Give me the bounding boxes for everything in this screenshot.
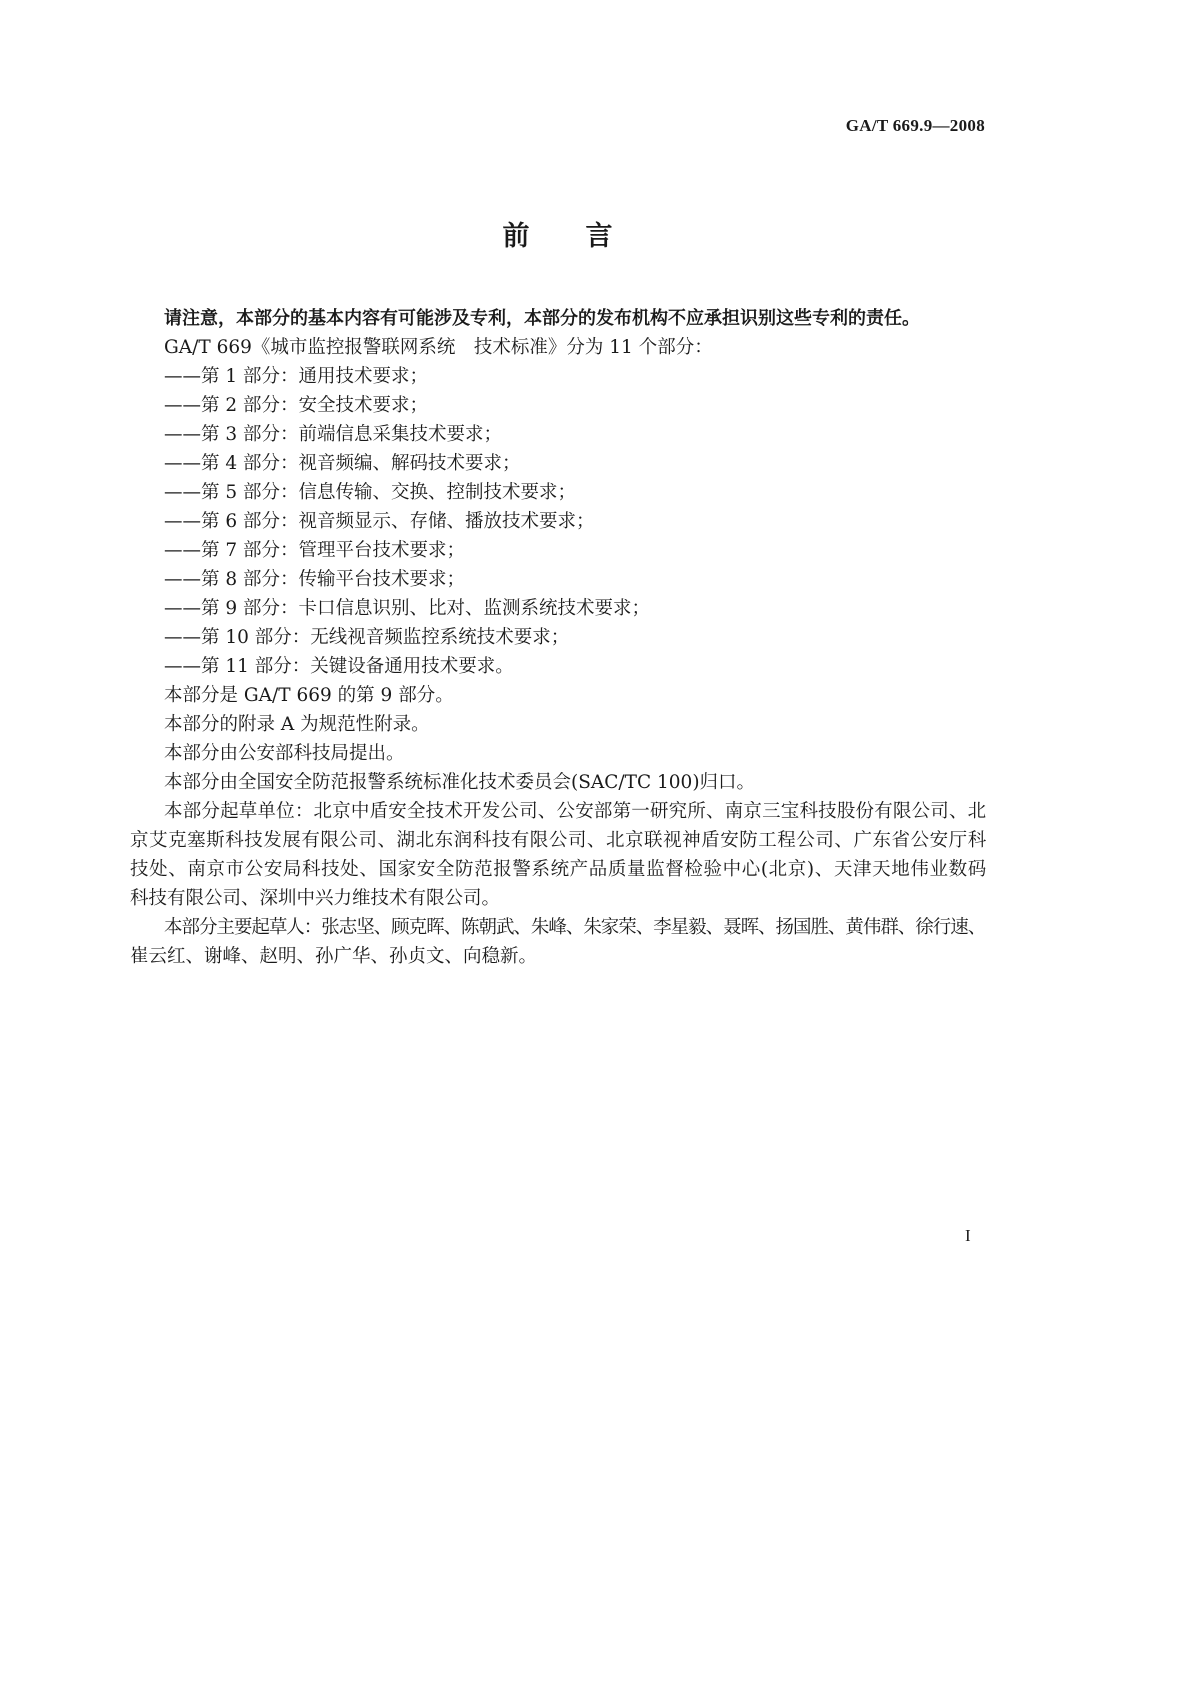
- drafters-paragraph: [130, 913, 985, 971]
- part-item: ——第 2 部分：安全技术要求；: [164, 395, 429, 416]
- standard-number: GA/T 669.9—2008: [845, 116, 985, 135]
- part-item: ——第 9 部分：卡口信息识别、比对、监测系统技术要求；: [164, 598, 651, 619]
- text-line: 崔云红、谢峰、赵明、孙广华、孙贞文、向稳新。: [130, 946, 538, 967]
- text-line: 技处、南京市公安局科技处、国家安全防范报警系统产品质量监督检验中心(北京)、天津天地伟业数码: [130, 859, 985, 880]
- paragraph: 本部分是 GA/T 669 的第 9 部分。: [164, 685, 454, 706]
- title-text: 前言: [502, 221, 669, 252]
- part-item: ——第 6 部分：视音频显示、存储、播放技术要求；: [164, 511, 595, 532]
- parts-list: [130, 362, 985, 681]
- part-item: ——第 10 部分：无线视音频监控系统技术要求；: [164, 627, 570, 648]
- text-line: 京艾克塞斯科技发展有限公司、湖北东润科技有限公司、北京联视神盾安防工程公司、广东省公安厅科: [130, 830, 985, 851]
- page-number: I: [965, 1226, 971, 1245]
- paragraph: 本部分由全国安全防范报警系统标准化技术委员会(SAC/TC 100)归口。: [164, 772, 756, 793]
- text-line: 科技有限公司、深圳中兴力维技术有限公司。: [130, 888, 501, 909]
- intro-paragraph: GA/T 669《城市监控报警联网系统 技术标准》分为 11 个部分：: [164, 337, 713, 358]
- text-line: 本部分主要起草人：张志坚、顾克晖、陈朝武、朱峰、朱家荣、李星毅、聂晖、扬国胜、黄伟群、徐行速、: [164, 917, 985, 938]
- part-item: ——第 5 部分：信息传输、交换、控制技术要求；: [164, 482, 577, 503]
- page-title: [130, 214, 985, 253]
- part-item: ——第 8 部分：传输平台技术要求；: [164, 569, 466, 590]
- part-item: ——第 11 部分：关键设备通用技术要求。: [164, 656, 514, 677]
- paragraph: 本部分的附录 A 为规范性附录。: [164, 714, 430, 735]
- part-item: ——第 3 部分：前端信息采集技术要求；: [164, 424, 503, 445]
- text-line: 本部分起草单位：北京中盾安全技术开发公司、公安部第一研究所、南京三宝科技股份有限公司、北: [164, 801, 985, 822]
- drafting-units-paragraph: [130, 797, 985, 913]
- paragraph: 本部分由公安部科技局提出。: [164, 743, 405, 764]
- foreword-body: [130, 304, 985, 971]
- patent-notice: 请注意，本部分的基本内容有可能涉及专利，本部分的发布机构不应承担识别这些专利的责任。: [164, 308, 920, 329]
- part-item: ——第 7 部分：管理平台技术要求；: [164, 540, 466, 561]
- part-item: ——第 4 部分：视音频编、解码技术要求；: [164, 453, 521, 474]
- part-item: ——第 1 部分：通用技术要求；: [164, 366, 429, 387]
